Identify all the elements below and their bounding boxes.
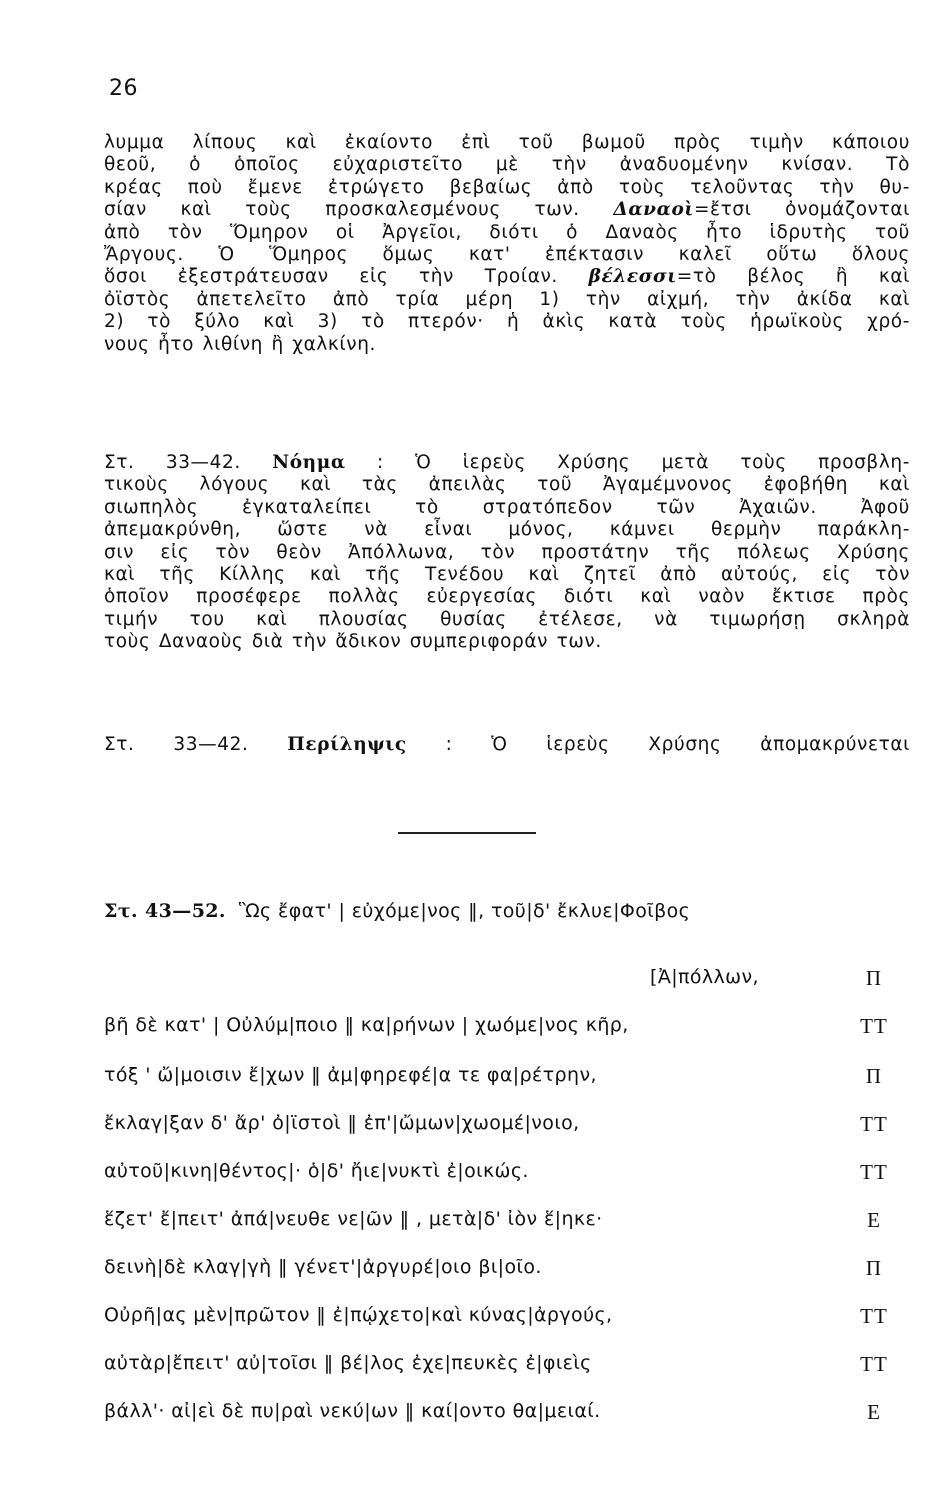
verse-text: [Ἀ|πόλλων,: [650, 966, 759, 988]
text-line: σιν εἰς τὸν θεὸν Ἀπόλλωνα, τὸν προστάτην τῆς πόλεως Χρύσης: [104, 541, 910, 563]
scansion-mark: Π: [865, 966, 883, 990]
verse-text: τόξ ' ὤ|μοισιν ἔ|χων ‖ ἀμ|φηρεφέ|α τε φα|ρέτρην,: [104, 1064, 597, 1086]
verse-text: βάλλ'· αἰ|εὶ δὲ πυ|ραὶ νεκύ|ων ‖ καί|οντο θα|μειαί.: [104, 1400, 601, 1422]
text-line: τικοὺς λόγους καὶ τὰς ἀπειλὰς τοῦ Ἀγαμέμνονος ἐφοβήθη καὶ: [104, 474, 910, 496]
text-line: θεοῦ, ὁ ὁποῖος εὐχαριστεῖτο μὲ τὴν ἀναδυομένην κνίσαν. Τὸ: [104, 154, 910, 176]
text-line: [104, 266, 910, 288]
text-fragment: : Ὁ ἱερεὺς Χρύσης μετὰ τοὺς προσβλη-: [345, 452, 910, 473]
scansion-mark: Ε: [867, 1400, 881, 1424]
verse-text: ἔκλαγ|ξαν δ' ἄρ' ὀ|ϊστοὶ ‖ ἐπ'|ὤμων|χωομέ|νοιο,: [104, 1112, 580, 1134]
commentary-paragraph-1: [104, 132, 910, 356]
commentary-paragraph-perilipsis: [104, 734, 910, 756]
section-divider: [398, 832, 536, 834]
verse-text: αὐτοῦ|κινη|θέντος|· ὁ|δ' ἤιε|νυκτὶ ἐ|οικώς.: [104, 1160, 529, 1182]
scansion-mark: ΤΤ: [860, 1160, 888, 1184]
text-line: [104, 452, 910, 474]
gloss-definition: =τὸ βέλος ἢ καὶ: [676, 266, 910, 288]
text-line: [104, 734, 910, 756]
text-fragment: ὅσοι ἐξεστράτευσαν εἰς τὴν Τροίαν.: [104, 266, 558, 288]
verse-first-line: [104, 900, 690, 922]
gloss-term-danaoi: Δαναοὶ: [613, 199, 694, 221]
text-line: νους ἦτο λιθίνη ἢ χαλκίνη.: [104, 333, 377, 355]
scansion-mark: ΤΤ: [860, 1112, 888, 1136]
scansion-mark: ΤΤ: [860, 1352, 888, 1376]
verse-text: Ὣς ἔφατ' | εὐχόμε|νος ‖, τοῦ|δ' ἔκλυε|Φοῖβος: [238, 900, 691, 922]
page-number: 26: [109, 76, 138, 101]
text-fragment: σίαν καὶ τοὺς προσκαλεσμένους των.: [104, 199, 580, 221]
text-line: ὀϊστὸς ἀπετελεῖτο ἀπὸ τρία μέρη 1) τὴν αἰχμή, τὴν ἀκίδα καὶ: [104, 288, 910, 310]
text-line: ἀπὸ τὸν Ὅμηρον οἱ Ἀργεῖοι, διότι ὁ Δαναὸς ἦτο ἱδρυτὴς τοῦ: [104, 221, 910, 243]
text-line: τοὺς Δαναοὺς διὰ τὴν ἄδικον συμπεριφοράν των.: [104, 631, 602, 653]
text-line: σιωπηλὸς ἐγκαταλείπει τὸ στρατόπεδον τῶν Ἀχαιῶν. Ἀφοῦ: [104, 496, 910, 518]
scansion-mark: Π: [865, 1256, 883, 1280]
commentary-paragraph-noema: [104, 452, 910, 654]
verse-reference: Στ. 43—52.: [104, 900, 226, 922]
section-heading-noema: Νόημα: [272, 452, 346, 473]
scansion-mark: Π: [865, 1064, 883, 1088]
text-line: λυμμα λίπους καὶ ἐκαίοντο ἐπὶ τοῦ βωμοῦ πρὸς τιμὴν κάποιου: [104, 132, 910, 153]
verse-text: δεινὴ|δὲ κλαγ|γὴ ‖ γένετ'|ἀργυρέ|οιο βι|οῖο.: [104, 1256, 542, 1278]
gloss-term-belessi: βέλεσσι: [588, 266, 677, 288]
verse-text: ἕζετ' ἔ|πειτ' ἀπά|νευθε νε|ῶν ‖ , μετὰ|δ' ἰὸν ἕ|ηκε·: [104, 1208, 603, 1230]
text-fragment: : Ὁ ἱερεὺς Χρύσης ἀπομακρύνεται: [406, 734, 910, 755]
text-line: ἀπεμακρύνθη, ὥστε νὰ εἶναι μόνος, κάμνει θερμὴν παράκλη-: [104, 519, 910, 541]
section-heading-perilipsis: Περίληψις: [287, 734, 407, 755]
verse-text: Οὐρῆ|ας μὲν|πρῶτον ‖ ἐ|πῴχετο|καὶ κύνας|ἀργούς,: [104, 1304, 613, 1326]
text-line: 2) τὸ ξύλο καὶ 3) τὸ πτερόν· ἡ ἀκὶς κατὰ τοὺς ἡρωϊκοὺς χρό-: [104, 311, 910, 333]
gloss-definition: =ἔτσι ὀνομάζονται: [693, 199, 910, 221]
text-line: τιμήν του καὶ πλουσίας θυσίας ἐτέλεσε, νὰ τιμωρήσῃ σκληρὰ: [104, 608, 910, 630]
scansion-mark: ΤΤ: [860, 1304, 888, 1328]
text-line: καὶ τῆς Κίλλης καὶ τῆς Τενέδου καὶ ζητεῖ ἀπὸ αὐτούς, εἰς τὸν: [104, 564, 910, 586]
text-line: Ἄργους. Ὁ Ὅμηρος ὅμως κατ' ἐπέκτασιν καλεῖ οὕτω ὅλους: [104, 244, 910, 266]
verse-reference: Στ. 33—42.: [104, 452, 241, 473]
verse-text: βῆ δὲ κατ' | Οὐλύμ|ποιο ‖ κα|ρήνων | χωόμε|νος κῆρ,: [104, 1014, 629, 1036]
text-line: [104, 199, 910, 221]
scansion-mark: Ε: [867, 1208, 881, 1232]
verse-reference: Στ. 33—42.: [104, 734, 249, 755]
verse-text: αὐτὰρ|ἔπειτ' αὐ|τοῖσι ‖ βέ|λος ἐχε|πευκὲς ἐ|φιεὶς: [104, 1352, 592, 1374]
scansion-mark: ΤΤ: [860, 1014, 888, 1038]
text-line: ὁποῖον προσέφερε πολλὰς εὐεργεσίας διότι καὶ ναὸν ἔκτισε πρὸς: [104, 586, 910, 608]
text-line: κρέας ποὺ ἔμενε ἐτρώγετο βεβαίως ἀπὸ τοὺς τελοῦντας τὴν θυ-: [104, 176, 910, 198]
